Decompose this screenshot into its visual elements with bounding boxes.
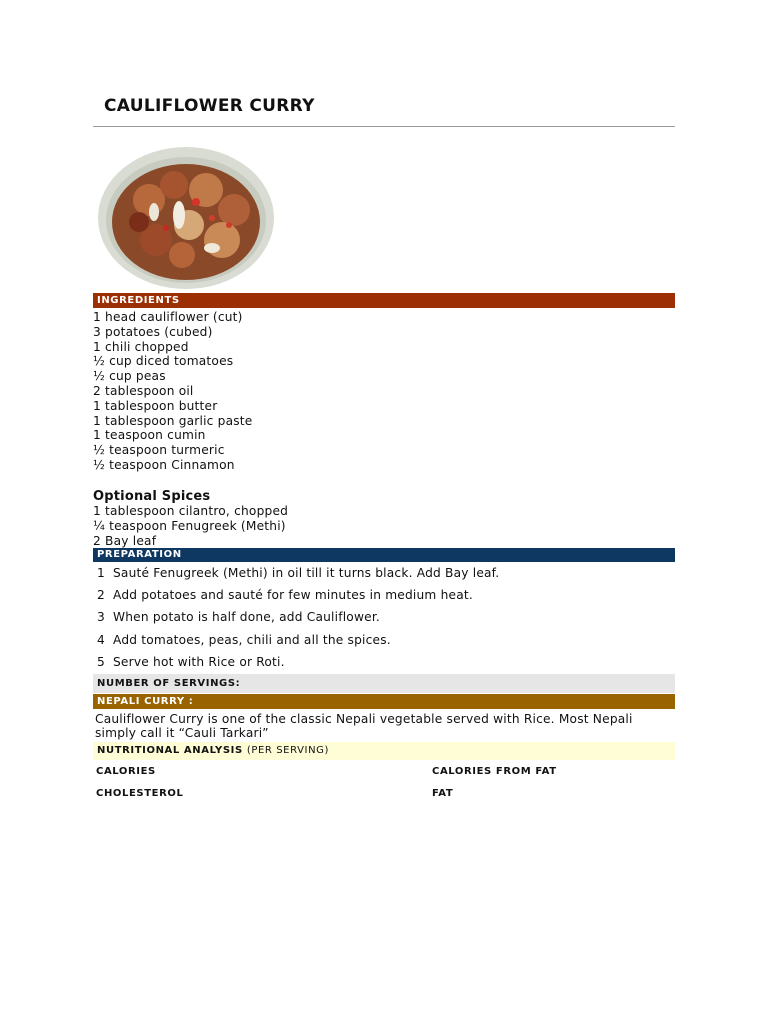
preparation-step bbox=[97, 633, 391, 647]
ingredient-item: 1 chili chopped bbox=[93, 339, 189, 354]
step-text: Add tomatoes, peas, chili and all the spices. bbox=[113, 633, 391, 647]
ingredients-list bbox=[93, 310, 253, 473]
calories-from-fat-label: CALORIES FROM FAT bbox=[432, 766, 557, 777]
ingredient-item: ½ cup peas bbox=[93, 369, 166, 384]
servings-header: NUMBER OF SERVINGS: bbox=[93, 674, 675, 693]
ingredient-item: 1 teaspoon cumin bbox=[93, 428, 206, 443]
step-text: Add potatoes and sauté for few minutes in medium heat. bbox=[113, 588, 473, 602]
ingredient-item: ½ teaspoon Cinnamon bbox=[93, 457, 235, 472]
preparation-step bbox=[97, 566, 499, 580]
ingredient-item: ½ cup diced tomatoes bbox=[93, 354, 234, 369]
step-text: Serve hot with Rice or Roti. bbox=[113, 655, 285, 669]
step-text: When potato is half done, add Cauliflower. bbox=[113, 610, 380, 624]
step-number: 4 bbox=[97, 633, 105, 647]
step-number: 2 bbox=[97, 588, 105, 602]
curry-bowl-photo bbox=[94, 140, 286, 292]
nutrition-sublabel: (PER SERVING) bbox=[246, 745, 330, 756]
step-text: Sauté Fenugreek (Methi) in oil till it turns black. Add Bay leaf. bbox=[113, 566, 500, 580]
ingredient-item: 1 head cauliflower (cut) bbox=[93, 310, 243, 324]
step-number: 3 bbox=[97, 610, 105, 624]
page-title: CAULIFLOWER CURRY bbox=[104, 96, 315, 116]
preparation-header: PREPARATION bbox=[93, 548, 675, 562]
ingredient-item: 1 tablespoon butter bbox=[93, 398, 218, 413]
cholesterol-label: CHOLESTEROL bbox=[96, 788, 184, 799]
recipe-description: Cauliflower Curry is one of the classic Nepali vegetable served with Rice. Most Nepali simply call it “Cauli Tarkari” bbox=[95, 712, 633, 740]
step-number: 5 bbox=[97, 655, 105, 669]
fat-label: FAT bbox=[432, 788, 454, 799]
optional-spices-heading: Optional Spices bbox=[93, 489, 211, 504]
preparation-step bbox=[97, 655, 285, 669]
ingredient-item: 1 tablespoon garlic paste bbox=[93, 413, 253, 428]
ingredient-item: ½ teaspoon turmeric bbox=[93, 443, 225, 458]
title-divider bbox=[93, 126, 675, 127]
nutrition-header bbox=[93, 742, 675, 760]
optional-spice-item: 1 tablespoon cilantro, chopped bbox=[93, 504, 289, 518]
optional-spice-item: 2 Bay leaf bbox=[93, 533, 157, 548]
step-number: 1 bbox=[97, 566, 105, 580]
ingredient-item: 3 potatoes (cubed) bbox=[93, 324, 213, 339]
optional-spices-list bbox=[93, 504, 288, 548]
ingredient-item: 2 tablespoon oil bbox=[93, 383, 194, 398]
preparation-step bbox=[97, 610, 380, 624]
nepali-curry-header: NEPALI CURRY : bbox=[93, 694, 675, 709]
calories-label: CALORIES bbox=[96, 766, 156, 777]
ingredients-header: INGREDIENTS bbox=[93, 293, 675, 308]
preparation-step bbox=[97, 588, 473, 602]
nutrition-label: NUTRITIONAL ANALYSIS bbox=[97, 745, 243, 756]
optional-spice-item: ¼ teaspoon Fenugreek (Methi) bbox=[93, 518, 286, 533]
